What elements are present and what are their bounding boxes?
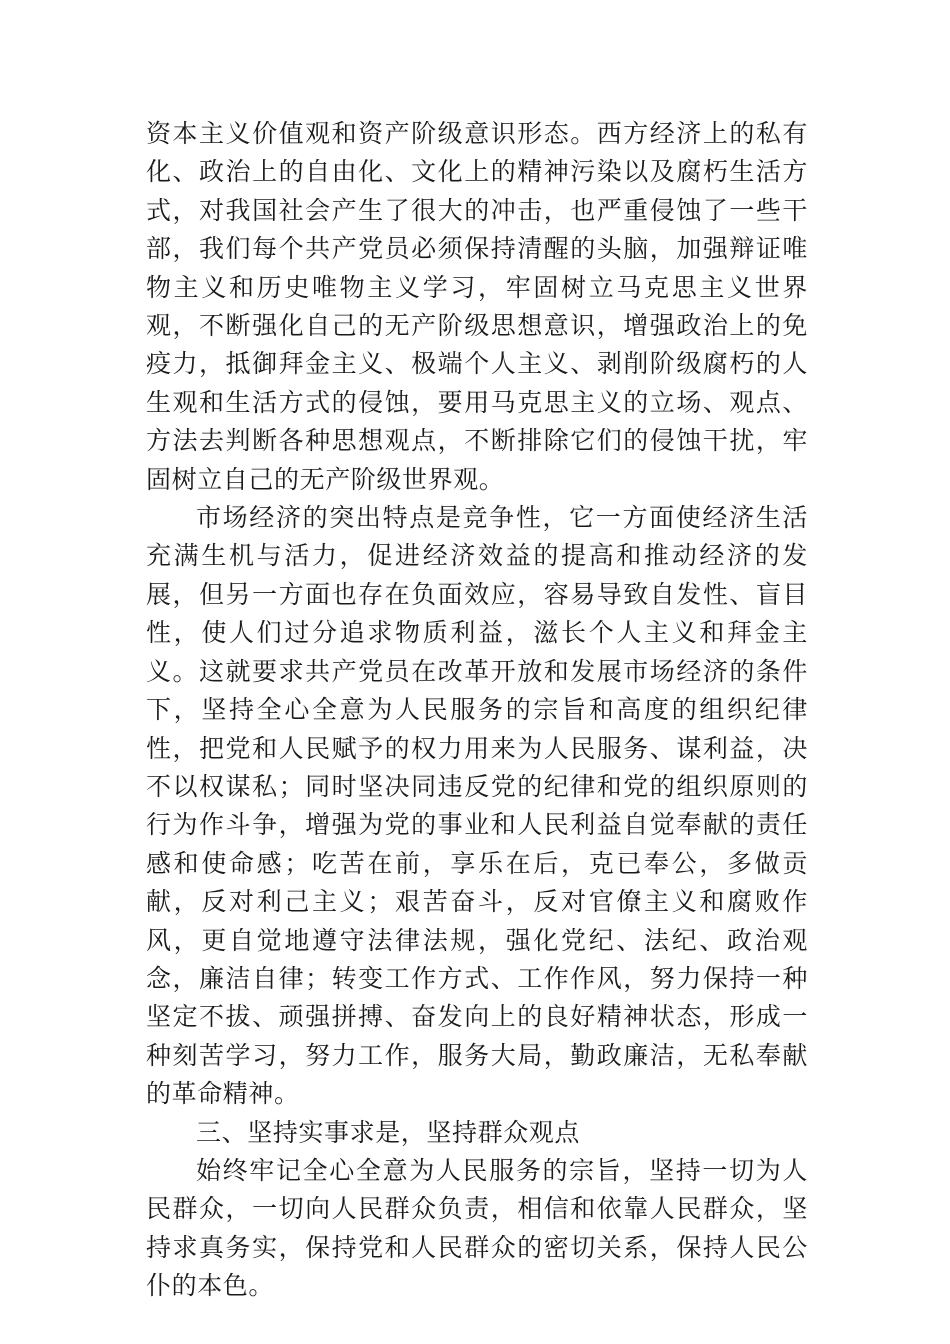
document-body [146, 115, 808, 1306]
body-paragraph: 市场经济的突出特点是竞争性，它一方面使经济生活充满生机与活力，促进经济效益的提高和推动经济的发展，但另一方面也存在负面效应，容易导致自发性、盲目性，使人们过分追求物质利益，滋长个人主义和拜金主义。这就要求共产党员在改革开放和发展市场经济的条件下，坚持全心全意为人民服务的宗旨和高度的组织纪律性，把党和人民赋予的权力用来为人民服务、谋利益，决不以权谋私；同时坚决同违反党的纪律和党的组织原则的行为作斗争，增强为党的事业和人民利益自觉奉献的责任感和使命感；吃苦在前，享乐在后，克已奉公，多做贡献，反对利己主义；艰苦奋斗，反对官僚主义和腐败作风，更自觉地遵守法律法规，强化党纪、法纪、政治观念，廉洁自律；转变工作方式、工作作风，努力保持一种坚定不拔、顽强拼搏、奋发向上的良好精神状态，形成一种刻苦学习，努力工作，服务大局，勤政廉洁，无私奉献的革命精神。 [146, 503, 808, 1109]
body-paragraph: 始终牢记全心全意为人民服务的宗旨，坚持一切为人民群众，一切向人民群众负责，相信和依靠人民群众，坚持求真务实，保持党和人民群众的密切关系，保持人民公仆的本色。 [146, 1155, 808, 1301]
section-heading: 三、坚持实事求是，坚持群众观点 [196, 1117, 581, 1147]
body-paragraph: 资本主义价值观和资产阶级意识形态。西方经济上的私有化、政治上的自由化、文化上的精神污染以及腐朽生活方式，对我国社会产生了很大的冲击，也严重侵蚀了一些干部，我们每个共产党员必须保持清醒的头脑，加强辩证唯物主义和历史唯物主义学习，牢固树立马克思主义世界观，不断强化自己的无产阶级思想意识，增强政治上的免疫力，抵御拜金主义、极端个人主义、剥削阶级腐朽的人生观和生活方式的侵蚀，要用马克思主义的立场、观点、方法去判断各种思想观点，不断排除它们的侵蚀干扰，牢固树立自己的无产阶级世界观。 [146, 119, 808, 494]
